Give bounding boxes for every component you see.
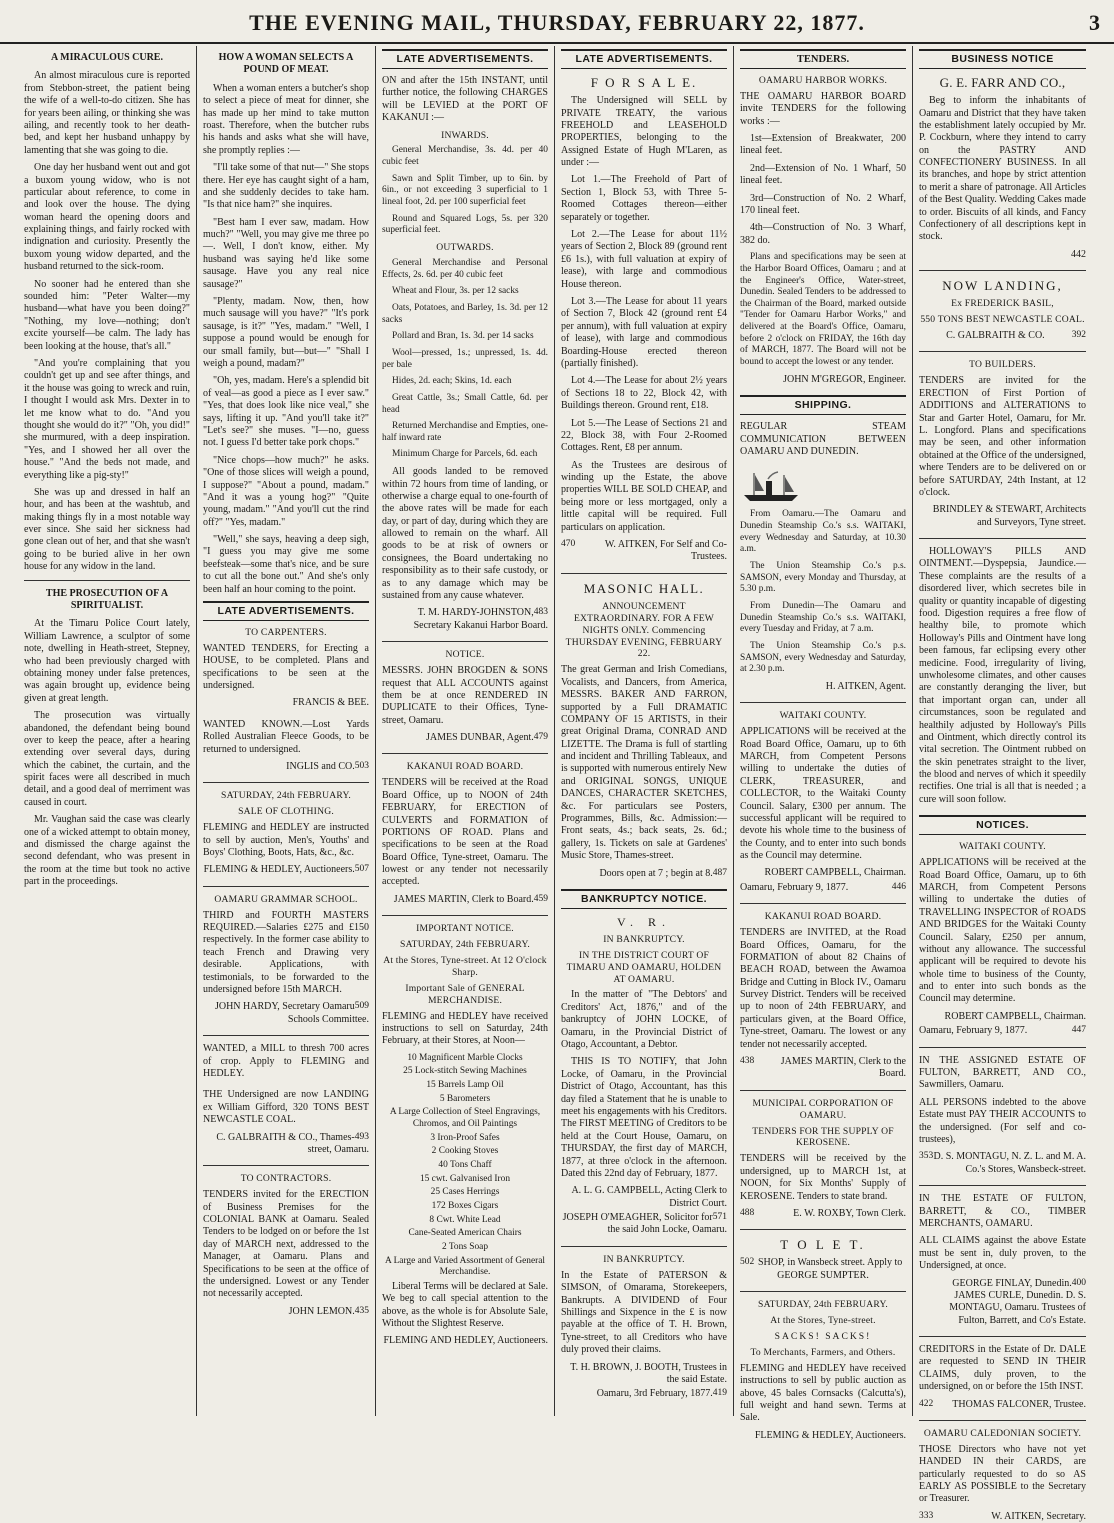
list-item: A Large Collection of Steel Engravings, Chromos, and Oil Paintings xyxy=(389,1107,541,1130)
ad-body: FLEMING and HEDLEY have received instructions to sell by public auction as above, 45 bales Cornsacks (Calcutta's), full weight and hand sewn. Terms at Sale. xyxy=(740,1362,906,1424)
divider xyxy=(561,1246,727,1247)
ad-signature: A. L. G. CAMPBELL, Acting Clerk to District Court. xyxy=(571,1185,727,1209)
ad-wanted-known xyxy=(203,719,369,774)
ad-heading: OAMARU GRAMMAR SCHOOL. xyxy=(214,893,358,905)
section-heading: LATE ADVERTISEMENTS. xyxy=(561,49,727,69)
column-3 xyxy=(376,46,555,1416)
ad-signature: 400 GEORGE FINLAY, Dunedin. JAMES CURLE, Dunedin. D. S. MONTAGU, Oamaru. Trustees of Fulton, Barrett, and Co's Estate. xyxy=(949,1277,1086,1326)
ad-subheading: TENDERS FOR THE SUPPLY OF KEROSENE. xyxy=(752,1125,894,1149)
ad-body: ALL PERSONS indebted to the above Estate must PAY THEIR ACCOUNTS to the undersigned. (For self and co-trustees), xyxy=(919,1096,1086,1145)
ad-date: 419 Oamaru, 3rd February, 1877. xyxy=(596,1388,727,1400)
ad-signature: T. H. BROWN, J. BOOTH, Trustees in the said Estate. xyxy=(570,1361,727,1385)
story-paragraph: "And you're complaining that you couldn't get up and see after things, and it the house was going to wreck and ruin, I thought I would ask Mrs. Dexter in to let me know what to do. "And you thought she would do it?" "Oh, you did!" she murmured, with a deep inspiration. "Yes, and I showed her all over the house." "And the beds not made, and everything like a pig-sty!" xyxy=(24,357,190,481)
ad-body: TENDERS are invited for the ERECTION of First Portion of ADDITIONS and ALTERATIONS to Star and Garter Hotel, Oamaru, for Mr. L. Longford. Plans and specifications may be seen, and other information obtained at the Office of the undersigned, where Tenders are to be delivered on or before SATURDAY, 24th Instant, at 12 o'clock. xyxy=(919,375,1086,498)
ad-waitaki-inspector xyxy=(919,841,1086,1037)
ad-body: The Undersigned will SELL by PRIVATE TREATY, the various FREEHOLD and LEASEHOLD PROPERTIES, belonging to the Assigned Estate of Hugh M'Laren, as under :— xyxy=(561,95,727,169)
ad-dale-creditors xyxy=(919,1344,1086,1411)
ad-subheading: IN THE DISTRICT COURT OF TIMARU AND OAMARU, HOLDEN AT OAMARU. xyxy=(566,949,722,985)
ad-signature: ROBERT CAMPBELL, Chairman. xyxy=(764,867,906,879)
ad-signature: FLEMING & HEDLEY, Auctioneers. xyxy=(754,1429,906,1441)
story-paragraph: "Oh, yes, madam. Here's a splendid bit of veal—as good a piece as I ever saw." "Yes, that does look like nice veal," she says, lifting it up. "And you'll take it?" "Let's see?" she muses. "I—no, guess not. I guess I'd better take pork chops." xyxy=(203,375,369,449)
ad-heading: T O L E T. xyxy=(780,1237,866,1253)
story-paragraph: The prosecution was virtually abandoned, the defendant being bound over to keep the peace, after a hearing extending over several days, during which the cabinet, the curtain, and the spirit faces were all described in much detail, and a good deal of merriment was caused in court. xyxy=(24,710,190,808)
masthead xyxy=(0,0,1114,44)
ad-number: 400 xyxy=(1071,1277,1086,1288)
ad-number: 479 xyxy=(533,732,548,743)
ad-heading: IN THE ESTATE OF FULTON, BARRETT, & CO., TIMBER MERCHANTS, OAMARU. xyxy=(919,1193,1086,1229)
divider xyxy=(919,270,1086,271)
ad-number: 353 xyxy=(919,1151,934,1162)
ad-signature: 470 W. AITKEN, For Self and Co-Trustees. xyxy=(561,539,727,563)
list-item: 40 Tons Chaff xyxy=(438,1160,492,1171)
ad-holloway-pills xyxy=(919,546,1086,806)
story-paragraph: She was up and dressed in half an hour, and has been at the washtub, and making things fly in a most notable way ever since. She said her sickness had gone clean out of her, and that she wasn't going to be buried alive in her own house for any widow in the land. xyxy=(24,486,190,573)
masthead-title: THE EVENING MAIL, THURSDAY, FEBRUARY 22, 1877. xyxy=(249,10,865,35)
ad-caledonian-society xyxy=(919,1428,1086,1523)
ad-body: APPLICATIONS will be received at the Road Board Office, Oamaru, up to 6th MARCH, from Competent Persons willing to undertake the duties of CLERK, TREASURER, and COLLECTOR, to the Waitaki County Council. Salary, £300 per annum. The successful applicant will be required to devote his whole time to the business of the County, and to enter into such bonds as the Council may determine. xyxy=(740,726,906,862)
ad-subheading: At the Stores, Tyne-street. At 12 O'clock Sharp. xyxy=(383,955,547,978)
ad-kakanui-beach-road xyxy=(740,911,906,1081)
ad-heading: OAMARU HARBOR WORKS. xyxy=(758,75,888,87)
ad-number: 488 xyxy=(740,1207,755,1218)
ad-heading: KAKANUI ROAD BOARD. xyxy=(406,761,524,773)
ad-heading: IN THE ASSIGNED ESTATE OF FULTON, BARRETT, AND CO., Sawmillers, Oamaru. xyxy=(919,1054,1086,1091)
list-item: 172 Boxes Cigars xyxy=(431,1200,499,1211)
ad-note: Plans and specifications may be seen at the Harbor Board Offices, Oamaru ; and at the Engineer's Office, Water-street, Dunedin. Sealed Tenders to be addressed to the Chairman of the Board, marked outside "Tender for Oamaru Harbor Works," and delivered at the Board's Office, Oamaru, before 2 o'clock on FRIDAY, the 16th day of MARCH, 1877. The Board will not be bound to accept the lowest or any tender. xyxy=(740,252,906,368)
ad-number: 435 xyxy=(354,1305,369,1316)
ad-carpenters xyxy=(203,627,369,710)
list-item: Returned Merchandise and Empties, one-half inward rate xyxy=(382,421,548,443)
ad-body: CREDITORS in the Estate of Dr. DALE are requested to SEND IN THEIR CLAIMS, duly proven, to the undersigned, on or before the 15th INST. xyxy=(919,1344,1086,1393)
list-item: Hides, 2d. each; Skins, 1d. each xyxy=(392,376,512,387)
ad-heading: NOTICE. xyxy=(445,649,485,661)
steamship-icon xyxy=(740,467,802,505)
divider xyxy=(203,1165,369,1166)
ad-signature: 422 THOMAS FALCONER, Trustee. xyxy=(919,1398,1086,1410)
ad-number: 447 xyxy=(1071,1025,1086,1036)
list-item: 10 Magnificent Marble Clocks xyxy=(407,1052,523,1063)
ad-fulton-barrett-assigned xyxy=(919,1055,1086,1177)
ad-signature: 392 C. GALBRAITH & CO. xyxy=(946,330,1086,342)
list-item: Lot 5.—The Lease of Sections 21 and 22, Block 38, with Four 2-Roomed Cottages. Rent, £8 per annum. xyxy=(561,417,727,454)
ad-coal-landing xyxy=(203,1089,369,1156)
ad-number: 442 xyxy=(1071,248,1086,260)
ad-for-sale xyxy=(561,75,727,564)
list-item: Pollard and Bran, 1s. 3d. per 14 sacks xyxy=(392,331,534,342)
ad-subheading: SATURDAY, 24th FEBRUARY. xyxy=(400,939,530,951)
ad-steam-communication xyxy=(740,421,906,693)
divider xyxy=(382,915,548,916)
list-item: Sawn and Split Timber, up to 6in. by 6in., or not exceeding 3 superficial to 1 lineal foot, 2d. per 100 superficial feet xyxy=(382,173,548,208)
ad-number: 503 xyxy=(354,761,369,772)
list-item: 25 Lock-stitch Sewing Machines xyxy=(403,1066,527,1077)
divider xyxy=(740,903,906,904)
ad-body: ALL CLAIMS against the above Estate must be sent in, duly proven, to the Undersigned, at once. xyxy=(919,1235,1086,1272)
divider xyxy=(740,1229,906,1230)
story-headline: HOW A WOMAN SELECTS A POUND OF MEAT. xyxy=(218,52,354,76)
divider xyxy=(919,1185,1086,1186)
list-item: Oats, Potatoes, and Barley, 1s. 3d. per 12 sacks xyxy=(382,302,548,325)
divider xyxy=(203,886,369,887)
ad-number: 502 xyxy=(740,1257,755,1268)
ad-subheading: At the Stores, Tyne-street. xyxy=(770,1315,876,1327)
list-item: General Merchandise, 3s. 4d. per 40 cubic feet xyxy=(382,145,548,168)
ad-heading: SATURDAY, 24th FEBRUARY. xyxy=(221,790,351,802)
list-item: 3rd—Construction of No. 2 Wharf, 170 lineal feet. xyxy=(740,192,906,217)
ad-kerosene xyxy=(740,1098,906,1221)
ad-merchandise-sale xyxy=(382,923,548,1348)
divider xyxy=(919,1420,1086,1421)
list-item: Wheat and Flour, 3s. per 12 sacks xyxy=(392,286,519,297)
ad-mill-wanted xyxy=(203,1043,369,1080)
ad-number: 571 xyxy=(712,1212,727,1223)
ad-body: APPLICATIONS will be received at the Road Board Office, Oamaru, up to 6th MARCH, from Competent Persons willing to undertake the duties of TRAVELLING INSPECTOR of ROADS AND BRIDGES for the Waitaki County Council. Salary, £250 per annum, without any allowance. The successful applicant will be required to devote his whole time to business of the County, and to enter into such bonds as the Council may determine. xyxy=(919,857,1086,1005)
list-item: 8 Cwt. White Lead xyxy=(429,1214,501,1225)
ad-heading: WAITAKI COUNTY. xyxy=(779,710,867,722)
ad-kakanui-charges xyxy=(382,75,548,632)
column-4 xyxy=(555,46,734,1416)
ad-signature: 479 JAMES DUNBAR, Agent. xyxy=(425,732,548,744)
ad-signature: 353 D. S. MONTAGU, N. Z. L. and M. A. Co.'s Stores, Wansbeck-street. xyxy=(919,1151,1086,1175)
ad-heading: TO BUILDERS. xyxy=(969,359,1036,371)
ad-signature: 487 Doors open at 7 ; begin at 8. xyxy=(599,867,727,879)
ad-fulton-barrett-claims xyxy=(919,1193,1086,1327)
ad-number: 392 xyxy=(1071,330,1086,341)
list-item: 5 Barometers xyxy=(439,1093,491,1104)
divider xyxy=(740,702,906,703)
ad-to-let xyxy=(740,1237,906,1282)
ad-heading: OAMARU CALEDONIAN SOCIETY. xyxy=(923,1428,1082,1440)
ad-bankruptcy-paterson xyxy=(561,1254,727,1401)
ad-subheading: OUTWARDS. xyxy=(436,242,494,254)
story-headline: A MIRACULOUS CURE. xyxy=(51,52,163,63)
list-item: Lot 3.—The Lease for about 11 years of Section 7, Block 42 (ground rent £4 per annum), with full valuation at expiry of lease), with large and commodious Boarding-House erected thereon (partially finished). xyxy=(561,295,727,369)
ad-number: 493 xyxy=(354,1131,369,1142)
ad-body: WANTED TENDERS, for Erecting a HOUSE, to be completed. Plans and specifications to be seen at the undersigned. xyxy=(203,642,369,692)
section-heading: TENDERS. xyxy=(740,49,906,69)
ad-body: ON and after the 15th INSTANT, until further notice, the following CHARGES will be LEVIED at the PORT OF KAKANUI :— xyxy=(382,75,548,124)
ad-signature: 333 W. AITKEN, Secretary. xyxy=(919,1510,1086,1522)
ad-heading: F O R S A L E. xyxy=(590,75,698,91)
list-item: Lot 2.—The Lease for about 11½ years of Section 2, Block 89 (ground rent £6 1s.), with full valuation at expiry of lease), with large and commodious House thereon. xyxy=(561,229,727,290)
ad-to-builders xyxy=(919,359,1086,529)
ad-body: TENDERS are INVITED, at the Road Board Offices, Oamaru, for the FORMATION of about 82 Chains of BEACH ROAD, between the Awamoa Bridge and Cutting in Block IV., Oamaru Survey District. Tenders will be received up to noon of 24th FEBRUARY, and particulars given, at the Board Office, Tyne-street, Oamaru. The lowest or any tender not necessarily accepted. xyxy=(740,927,906,1050)
ad-number: 459 xyxy=(533,893,548,904)
ad-signature: FRANCIS & BEE. xyxy=(292,697,369,709)
divider xyxy=(919,538,1086,539)
ad-heading: TO CARPENTERS. xyxy=(245,627,327,639)
ad-heading: REGULAR STEAM COMMUNICATION BETWEEN OAMARU AND DUNEDIN. xyxy=(740,421,906,457)
story-paragraph: At the Timaru Police Court lately, William Lawrence, a sculptor of some note, dwelling in Heath-street, Stepney, who had been previously charged with obtaining money under false pretences, was again brought up, evidence being given at great length. xyxy=(24,618,190,704)
ad-number: 487 xyxy=(712,867,727,878)
list-item: The Union Steamship Co.'s p.s. SAMSON, every Wednesday and Saturday, at 2.30 p.m. xyxy=(740,640,906,675)
ad-body: Beg to inform the inhabitants of Oamaru and District that they have taken the establishment lately occupied by Mr. P. Cockburn, where they intend to carry on the PASTRY AND CONFECTIONERY BUSINESS. In all its branches, and hope by strict attention to merit a share of patronage. All Articles of the Best Quality. Wedding Cakes made to order. Biscuits of all kinds, and Fancy Confectionery of all descriptions kept in stock. xyxy=(919,95,1086,243)
ad-signature: 503 INGLIS and CO. xyxy=(286,761,369,773)
ad-grammar-school xyxy=(203,894,369,1026)
list-item: From Oamaru.—The Oamaru and Dunedin Steamship Co.'s s.s. WAITAKI, every Wednesday and Saturday, at 10.30 a.m. xyxy=(740,509,906,555)
list-item: Round and Squared Logs, 5s. per 320 superficial feet. xyxy=(382,213,548,236)
ad-note: All goods landed to be removed within 72 hours from time of landing, or otherwise a charge equal to one-fourth of the above rates will be made for each day, or part of day, during which they are allowed to remain on the wharf. All goods to be at risk of owners or consignees, the Board undertaking no responsibility as to their safe custody, or as to any damage which may be sustained from any cause whatever. xyxy=(382,466,548,602)
story-paragraph: One day her husband went out and got a buxom young widow, who is not particular about reference, to come in and look over the house. The dying woman heard the opening doors and explaining things, and fairly rocked with indignation and curiosity. Presently the buxom young widow departed, and the husband returned to the sick-room. xyxy=(24,162,190,273)
story-paragraph: "Plenty, madam. Now, then, how much sausage will you have?" "It's pork sausage, is it?" "Yes, madam." "Well, I suppose a pound would be enough for our small family, but—but—" "Shall I weigh a pound, madam?" xyxy=(203,296,369,369)
divider xyxy=(919,1336,1086,1337)
ad-heading: MASONIC HALL. xyxy=(583,580,705,596)
ad-note: As the Trustees are desirous of winding up the Estate, the above properties WILL BE SOLD CHEAP, and being more or less mortgaged, only a little capital will be required. Full particulars on application. xyxy=(561,459,727,533)
ad-signature: H. AITKEN, Agent. xyxy=(825,680,906,692)
story-paragraph: "Nice chops—how much?" he asks. "One of those slices will weigh a pound, I suppose?" "About a pound, madam." "And it was a young hog?" "Quite young, madam." "And you'll cut the rind off?" "Yes, madam." xyxy=(203,454,369,528)
list-item: 25 Cases Herrings xyxy=(430,1187,500,1198)
ad-heading: KAKANUI ROAD BOARD. xyxy=(764,911,882,923)
ad-body: In the matter of "The Debtors' and Creditors' Act, 1876," and of the bankruptcy of JOHN LOCKE, of Oamaru, in the Provincial District of Otago, Accountant, a Debtor. xyxy=(561,989,727,1051)
ad-body: THOSE Directors who have not yet HANDED IN their CARDS, are particularly requested to do so AS EARLY AS POSSIBLE to the Secretary or Treasurer. xyxy=(919,1443,1086,1505)
ad-date: 447 Oamaru, February 9, 1877. xyxy=(919,1025,1086,1037)
story-paragraph: An almost miraculous cure is reported from Stebbon-street, the patient being the wife of a well-to-do citizen. She has for years been ailing, or thinking she was ailing, and recently took to her death-bed, and kept her husband unhappy by lamenting that she was going to die. xyxy=(24,70,190,156)
list-item: 2nd—Extension of No. 1 Wharf, 50 lineal feet. xyxy=(740,162,906,187)
ad-body: WANTED, a MILL to thresh 700 acres of crop. Apply to FLEMING and HEDLEY. xyxy=(203,1043,369,1079)
list-item: Cane-Seated American Chairs xyxy=(408,1228,522,1239)
ad-number: 446 xyxy=(891,881,906,892)
ad-number: 438 xyxy=(740,1056,755,1067)
divider xyxy=(382,641,548,642)
ad-heading: G. E. FARR AND CO., xyxy=(939,75,1066,91)
list-item: A Large and Varied Assortment of General Merchandise. xyxy=(384,1255,546,1278)
ad-body: 502 SHOP, in Wansbeck street. Apply to GEORGE SUMPTER. xyxy=(740,1257,903,1281)
list-item: 3 Iron-Proof Safes xyxy=(430,1132,500,1143)
list-item: 2 Cooking Stoves xyxy=(431,1146,499,1157)
ad-body: TENDERS will be received by the undersigned, up to MARCH 1st, at NOON, for Six Months' Supply of KEROSENE. Tenders to state brand. xyxy=(740,1153,906,1202)
divider xyxy=(203,1035,369,1036)
ad-harbor-works xyxy=(740,75,906,386)
ad-body: TENDERS invited for the ERECTION of Business Premises for the COLONIAL BANK at Oamaru. Sealed Tenders to be lodged on or before the 1st day of MARCH next, addressed to the Manager, at Oamaru. Plans and Specifications to be seen at the office of the undersigned. Lowest or any Tender not necessarily accepted. xyxy=(203,1189,369,1300)
ad-body: WANTED KNOWN.—Lost Yards Rolled Australian Fleece Goods, to be returned to undersigned. xyxy=(203,718,369,755)
list-item: The Union Steamship Co.'s p.s. SAMSON, every Monday and Thursday, at 5.30 p.m. xyxy=(740,560,906,595)
ad-number: 422 xyxy=(919,1398,934,1409)
column-5 xyxy=(734,46,913,1441)
divider xyxy=(919,1047,1086,1048)
ad-body: The great German and Irish Comedians, Vocalists, and Dancers, from America, MESSRS. BAKER AND FARRON, supported by a Full DRAMATIC COMPANY OF 15 ARTISTS, in their great Original Drama, CONRAD AND LIZETTE. The Drama is full of startling and incident and Thrilling Tableaux, and is supported with numerous entirely New and ORIGINAL SONGS, UNIQUE DANCES, CHARACTER SKETCHES, &c. For particulars see Posters, Programmes, Bills, &c. Admission:—Front seats, 4s.; back seats, 2s. 6d.; gallery, 1s. Tickets on sale at Gardenes' Music Store, Thames-street. xyxy=(561,664,727,862)
column-1 xyxy=(18,46,197,1416)
ad-heading: NOW LANDING, xyxy=(942,278,1063,294)
ad-number: 507 xyxy=(354,864,369,875)
ad-brogden-notice xyxy=(382,649,548,744)
divider xyxy=(203,782,369,783)
ad-number: 483 xyxy=(533,607,548,618)
section-heading: BANKRUPTCY NOTICE. xyxy=(561,889,727,909)
ad-contractors xyxy=(203,1173,369,1318)
ad-body: THIS IS TO NOTIFY, that John Locke, of Oamaru, in the Provincial District of Otago, Accountant, has this day filed a Statement that he is unable to meet his engagements with his Creditors. The FIRST MEETING of Creditors to be held at the Court House, Oamaru, on THURSDAY, the first day of MARCH, 1877, at three o'clock in the afternoon. Dated this 22nd day of February, 1877. xyxy=(561,1056,727,1179)
ad-heading: MUNICIPAL CORPORATION OF OAMARU. xyxy=(752,1097,894,1121)
story-paragraph: No sooner had he entered than she sounded him: "Peter Walter—my husband—what have you been doing?" "Nothing, my love—nothing; don't excite yourself—be calm. The lady has been looking at the house, that's all." xyxy=(24,278,190,352)
ad-signature: 459 JAMES MARTIN, Clerk to Board. xyxy=(393,893,548,905)
list-item: 1st—Extension of Breakwater, 200 lineal feet. xyxy=(740,133,906,157)
divider xyxy=(382,753,548,754)
ad-number: 509 xyxy=(354,1001,369,1012)
ad-body: In the Estate of PATERSON & SIMSON, of Omarama, Storekeepers, Bankrupts. A DIVIDEND of Four Shillings and Sixpence in the £ is now payable at the office of T. H. Brown, Tyne-street, to all Creditors who have duly proved their claims. xyxy=(561,1269,727,1356)
section-heading: LATE ADVERTISEMENTS. xyxy=(382,49,548,69)
ad-body: FLEMING and HEDLEY are instructed to sell by auction, Men's, Youths' and Boys' Clothing, Boots, Hats, &c., &c. xyxy=(203,822,369,858)
divider xyxy=(561,573,727,574)
column-2 xyxy=(197,46,376,1416)
list-item: Great Cattle, 3s.; Small Cattle, 6d. per head xyxy=(382,392,548,415)
divider xyxy=(919,351,1086,352)
ad-date: 446 Oamaru, February 9, 1877. xyxy=(740,881,906,893)
ad-signature: FLEMING AND HEDLEY, Auctioneers. xyxy=(383,1335,548,1347)
column-6 xyxy=(913,46,1092,1522)
section-heading: BUSINESS NOTICE xyxy=(919,49,1086,69)
list-item: 15 Barrels Lamp Oil xyxy=(426,1080,504,1091)
ad-subheading: SACKS! SACKS! xyxy=(774,1331,872,1342)
story-paragraph: Mr. Vaughan said the case was clearly one of a wicked attempt to obtain money, and dismissed the charge against the second defendant, who was present in the room at the time but took no active part in the proceedings. xyxy=(24,814,190,888)
section-heading: NOTICES. xyxy=(919,815,1086,835)
ad-signature: 493 C. GALBRAITH & CO., Thames-street, Oamaru. xyxy=(216,1131,369,1155)
ad-subheading: Ex FREDERICK BASIL, xyxy=(951,298,1054,310)
ad-heading: WAITAKI COUNTY. xyxy=(959,841,1046,853)
list-item: Lot 4.—The Lease for about 2½ years of Sections 18 to 22, Block 42, with Buildings thereon. Ground rent, £18. xyxy=(561,375,727,412)
divider xyxy=(24,580,190,581)
ad-signature: 571 JOSEPH O'MEAGHER, Solicitor for the said John Locke, Oamaru. xyxy=(562,1212,727,1236)
ad-subheading: 550 TONS BEST NEWCASTLE COAL. xyxy=(920,314,1085,326)
divider xyxy=(740,1090,906,1091)
ad-number: 419 xyxy=(712,1388,727,1399)
ad-subheading: IN BANKRUPTCY. xyxy=(603,933,685,945)
story-headline-2: THE PROSECUTION OF A SPIRITUALIST. xyxy=(45,587,169,612)
list-item: General Merchandise and Personal Effects, 2s. 6d. per 40 cubic feet xyxy=(382,257,548,280)
ad-signature: 507 FLEMING & HEDLEY, Auctioneers. xyxy=(203,864,369,876)
section-heading: LATE ADVERTISEMENTS. xyxy=(203,601,369,621)
list-item: 2 Tons Soap xyxy=(441,1241,489,1252)
list-item: 4th—Construction of No. 3 Wharf, 382 do. xyxy=(740,222,906,246)
ad-clothing-sale xyxy=(203,790,369,876)
ad-note: Liberal Terms will be declared at Sale. We beg to call special attention to the above, as the whole is for Absolute Sale, Without the Slightest Reserve. xyxy=(382,1280,548,1330)
list-item: Wool—pressed, 1s.; unpressed, 1s. 4d. per bale xyxy=(382,347,548,370)
ad-signature: 435 JOHN LEMON. xyxy=(288,1305,369,1317)
ad-body: THE Undersigned are now LANDING ex William Gifford, 320 TONS BEST NEWCASTLE COAL. xyxy=(203,1089,369,1126)
ad-signature: 488 E. W. ROXBY, Town Clerk. xyxy=(740,1207,906,1219)
ad-body: FLEMING and HEDLEY have received instructions to sell on Saturday, 24th February, at their Stores, at Noon— xyxy=(382,1010,548,1047)
royal-crest-icon: V. R. xyxy=(616,915,672,930)
columns xyxy=(18,46,1096,1522)
ad-signature: 438 JAMES MARTIN, Clerk to the Board. xyxy=(740,1056,906,1080)
ad-bankruptcy-locke xyxy=(561,915,727,1237)
story-paragraph: "Well," she says, heaving a deep sigh, "I guess you may give me some beefsteak—some that's nice, and be sure to cut all the bone out." And she's only been half an hour coming to the point. xyxy=(203,534,369,595)
ad-now-landing xyxy=(919,278,1086,342)
story-paragraph: When a woman enters a butcher's shop to select a piece of meat for dinner, she has made up her mind to take mutton roast. Therefore, when the butcher rubs his hands and asks what she will have, she promptly replies :— xyxy=(203,82,369,156)
ad-signature: ROBERT CAMPBELL, Chairman. xyxy=(944,1010,1086,1022)
story-paragraph: "Best ham I ever saw, madam. How much?" "Well, you may give me three po—. Well, I don't know, either. My husband was saying he'd like some sausage. Have you any real nice sausage?" xyxy=(203,216,369,290)
ad-sacks-sale xyxy=(740,1299,906,1442)
ad-heading: SATURDAY, 24th FEBRUARY. xyxy=(758,1299,888,1311)
ad-subheading: SALE OF CLOTHING. xyxy=(238,806,334,818)
ad-body: MESSRS. JOHN BROGDEN & SONS request that ALL ACCOUNTS against them be at once RENDERED IN DUPLICATE to their Offices, Tyne-street, Oamaru. xyxy=(382,665,548,726)
ad-masonic-hall xyxy=(561,581,727,880)
ad-signature: BRINDLEY & STEWART, Architects and Surveyors, Tyne street. xyxy=(932,504,1086,528)
ad-kakanui-road-board xyxy=(382,761,548,906)
divider xyxy=(740,1291,906,1292)
ad-signature: JOHN M'GREGOR, Engineer. xyxy=(783,373,906,385)
ad-heading: IMPORTANT NOTICE. xyxy=(416,923,514,935)
section-heading: SHIPPING. xyxy=(740,395,906,415)
story-paragraph: "I'll take some of that nut—" She stops there. Her eye has caught sight of a ham, and she suddenly decides to take ham. "Is that nice ham?" she inquires. xyxy=(203,162,369,211)
ad-number: 333 xyxy=(919,1510,934,1521)
ad-heading: IN BANKRUPTCY. xyxy=(603,1253,685,1265)
ad-farr-confectionery xyxy=(919,75,1086,261)
ad-subheading: To Merchants, Farmers, and Others. xyxy=(750,1346,896,1358)
ad-signature: 509 JOHN HARDY, Secretary Oamaru Schools Committee. xyxy=(214,1001,369,1025)
ad-heading: TO CONTRACTORS. xyxy=(240,1173,332,1185)
ad-number: 470 xyxy=(561,539,576,550)
list-item: Lot 1.—The Freehold of Part of Section 1, Block 53, with Three 5-Roomed Cottages thereon—either separately or together. xyxy=(561,174,727,223)
ad-signature: 483 T. M. HARDY-JOHNSTON, Secretary Kakanui Harbor Board. xyxy=(413,607,548,631)
list-item: 15 cwt. Galvanised Iron xyxy=(419,1173,511,1184)
ad-body: THE OAMARU HARBOR BOARD invite TENDERS for the following works :— xyxy=(740,90,906,127)
ad-subheading: INWARDS. xyxy=(441,129,489,141)
ad-subheading: Important Sale of GENERAL MERCHANDISE. xyxy=(405,982,525,1006)
ad-body: TENDERS will be received at the Road Board Office, up to NOON of 24th FEBRUARY, for ERECTION of CULVERTS and FORMATION of PORTIONS OF ROAD. Plans and specifications to be seen at the Road Board Office, Tyne-street, Oamaru. The lowest or any tender not necessarily accepted. xyxy=(382,777,548,888)
list-item: From Dunedin—The Oamaru and Dunedin Steamship Co.'s s.s. WAITAKI, every Tuesday and Friday, at 7 a.m. xyxy=(740,600,906,635)
ad-waitaki-clerk xyxy=(740,710,906,894)
ad-body: THIRD and FOURTH MASTERS REQUIRED.—Salaries £275 and £150 respectively. In the former case ability to teach French and Drawing very desirable. Applications, with testimonials, to be forwarded to the undersigned before 15th MARCH. xyxy=(203,909,369,996)
list-item: Minimum Charge for Parcels, 6d. each xyxy=(392,449,538,460)
ad-body: HOLLOWAY'S PILLS AND OINTMENT.—Dyspepsia, Jaundice.—These complaints are the results of a disordered liver, which secretes bile in quality or quantity incapable of digesting food. Digestion requires a free flow of healthy bile, to promote which Holloway's Pills and Ointment have long been famous, far eclipsing every other medicine. Food, irregularity of living, unwholesome climates, and other causes are constantly deranging the liver, but that important organ can, under all circumstances, soon be regulated and healthily adjusted by Holloway's Pills and Ointment, which directly control its vital secretion. The Ointment rubbed on the skin penetrates straight to the liver, the blood and nerves of which it speedily rectifies. One trial is all that is needed ; a cure will soon follow. xyxy=(919,546,1086,805)
ad-subheading: ANNOUNCEMENT EXTRAORDINARY. FOR A FEW NIGHTS ONLY. Commencing THURSDAY EVENING, FEBRUARY 22. xyxy=(565,600,723,660)
page-number: 3 xyxy=(1089,10,1100,35)
